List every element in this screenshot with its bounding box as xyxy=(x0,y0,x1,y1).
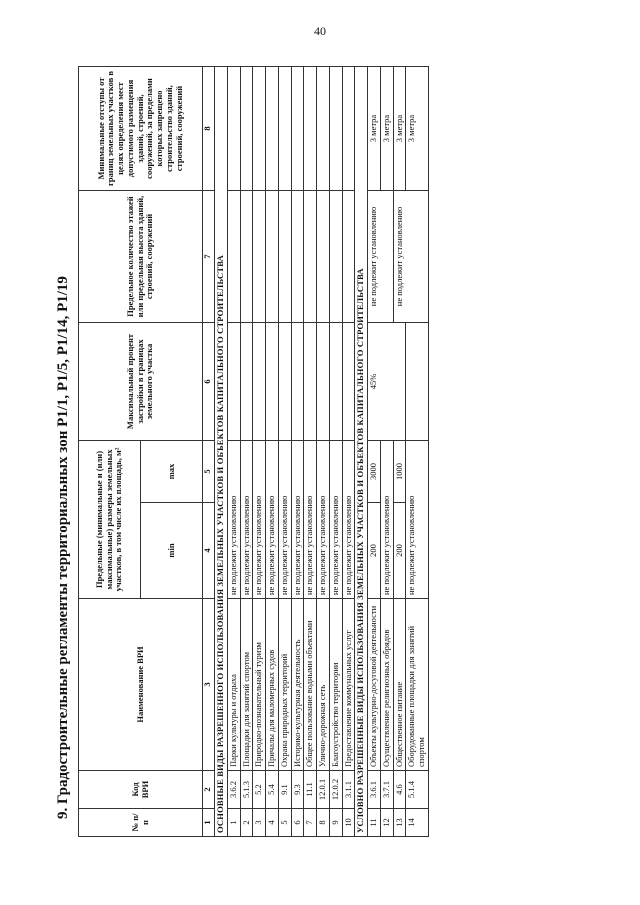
row-number: 5 xyxy=(278,809,291,837)
row-floors: не подлежит установлению xyxy=(393,191,428,323)
row-name: Природно-познавательный туризм xyxy=(253,599,266,771)
row-number: 2 xyxy=(240,809,253,837)
row-name: Площадки для занятий спортом xyxy=(240,599,253,771)
row-code: 9.3 xyxy=(291,771,304,809)
table-row xyxy=(393,67,406,837)
table-row xyxy=(304,67,317,837)
row-sizes: не подлежит установлению xyxy=(278,441,291,599)
document-title: 9. Градостроительные регламенты территориальных зон Р1/1, Р1/5, Р1/14, Р1/19 xyxy=(55,276,71,819)
table-row xyxy=(329,67,342,837)
header-name: Наименование ВРИ xyxy=(79,599,203,771)
table-row xyxy=(253,67,266,837)
row-code: 3.7.1 xyxy=(380,771,393,809)
row-sizes: не подлежит установлению xyxy=(266,441,279,599)
table-row xyxy=(291,67,304,837)
row-number: 12 xyxy=(380,809,393,837)
row-setback: 3 метра xyxy=(368,67,381,191)
row-number: 9 xyxy=(329,809,342,837)
row-number: 3 xyxy=(253,809,266,837)
row-code: 12.0.2 xyxy=(329,771,342,809)
row-max: 1000 xyxy=(393,441,406,503)
header-max: max xyxy=(141,441,203,503)
row-number: 11 xyxy=(368,809,381,837)
row-setback: 3 метра xyxy=(380,67,393,191)
row-name: Причалы для маломерных судов xyxy=(266,599,279,771)
row-name: Благоустройство территории xyxy=(329,599,342,771)
row-code: 3.6.2 xyxy=(227,771,240,809)
row-min: 200 xyxy=(393,503,406,599)
row-name: Охрана природных территорий xyxy=(278,599,291,771)
row-sizes: не подлежит установлению xyxy=(253,441,266,599)
row-sizes: не подлежит установлению xyxy=(317,441,330,599)
col-number: 2 xyxy=(203,771,215,809)
row-code: 3.6.1 xyxy=(368,771,381,809)
row-number: 13 xyxy=(393,809,406,837)
row-floors: не подлежит установлению xyxy=(368,191,394,323)
row-number: 8 xyxy=(317,809,330,837)
page-number: 40 xyxy=(314,24,326,38)
header-floors: Предельное количество этажей или предельная высота зданий, строений, сооружений xyxy=(79,191,203,323)
row-name: Улично-дорожная сеть xyxy=(317,599,330,771)
row-name: Предоставление коммунальных услуг xyxy=(342,599,355,771)
row-name: Общее пользование водными объектами xyxy=(304,599,317,771)
row-name: Объекты культурно-досуговой деятельности xyxy=(368,599,381,771)
table-row xyxy=(317,67,330,837)
row-code: 5.2 xyxy=(253,771,266,809)
rotated-sheet xyxy=(55,67,585,837)
row-name: Осуществление религиозных обрядов xyxy=(380,599,393,771)
header-code: Код ВРИ xyxy=(79,771,203,809)
row-number: 6 xyxy=(291,809,304,837)
table-row xyxy=(278,67,291,837)
row-code: 5.1.3 xyxy=(240,771,253,809)
header-percent: Максимальный процент застройки в границах земельного участка xyxy=(79,323,203,441)
row-number: 1 xyxy=(227,809,240,837)
table-row xyxy=(227,67,240,837)
col-number: 4 xyxy=(203,503,215,599)
header-sizes: Предельные (минимальные и (или) максимальные) размеры земельных участков, в том числе их площадь, м² xyxy=(79,441,141,599)
row-number: 10 xyxy=(342,809,355,837)
row-code: 9.1 xyxy=(278,771,291,809)
row-number: 14 xyxy=(406,809,429,837)
col-number: 8 xyxy=(203,67,215,191)
col-number: 3 xyxy=(203,599,215,771)
col-number: 5 xyxy=(203,441,215,503)
table-row xyxy=(240,67,253,837)
row-sizes: не подлежит установлению xyxy=(240,441,253,599)
table-row xyxy=(368,67,381,837)
row-max: 3000 xyxy=(368,441,381,503)
row-name: Оборудованные площадки для занятий спортом xyxy=(406,599,429,771)
row-setback: 3 метра xyxy=(406,67,429,191)
row-sizes: не подлежит установлению xyxy=(380,441,393,599)
section-conditional-heading: УСЛОВНО РАЗРЕШЕННЫЕ ВИДЫ ИСПОЛЬЗОВАНИЯ ЗЕМЕЛЬНЫХ УЧАСТКОВ И ОБЪЕКТОВ КАПИТАЛЬНОГО СТРОИТЕЛЬСТВА xyxy=(355,67,368,837)
row-sizes: не подлежит установлению xyxy=(291,441,304,599)
row-setback: 3 метра xyxy=(393,67,406,191)
header-no: № п/п xyxy=(79,809,203,837)
regulations-table xyxy=(78,66,429,837)
row-code: 4.6 xyxy=(393,771,406,809)
row-code: 5.4 xyxy=(266,771,279,809)
header-min: min xyxy=(141,503,203,599)
col-number: 1 xyxy=(203,809,215,837)
row-name: Парки культуры и отдыха xyxy=(227,599,240,771)
table-row xyxy=(266,67,279,837)
col-number: 7 xyxy=(203,191,215,323)
row-code: 11.1 xyxy=(304,771,317,809)
row-number: 4 xyxy=(266,809,279,837)
row-code: 12.0.1 xyxy=(317,771,330,809)
row-sizes: не подлежит установлению xyxy=(329,441,342,599)
header-setback: Минимальные отступы от границ земельных участков в целях определения мест допустимого размещения зданий, строений, сооружений, за пределами которых запрещено строительство зданий, строений, сооружений xyxy=(79,67,203,191)
table-row xyxy=(342,67,355,837)
row-number: 7 xyxy=(304,809,317,837)
row-min: 200 xyxy=(368,503,381,599)
row-sizes: не подлежит установлению xyxy=(304,441,317,599)
section-main-heading: ОСНОВНЫЕ ВИДЫ РАЗРЕШЕННОГО ИСПОЛЬЗОВАНИЯ ЗЕМЕЛЬНЫХ УЧАСТКОВ И ОБЪЕКТОВ КАПИТАЛЬНОГО СТРОИТЕЛЬСТВА xyxy=(215,67,228,837)
table-row xyxy=(380,67,393,837)
row-code: 5.1.4 xyxy=(406,771,429,809)
row-name: Общественное питание xyxy=(393,599,406,771)
col-number: 6 xyxy=(203,323,215,441)
row-sizes: не подлежит установлению xyxy=(227,441,240,599)
row-code: 3.1.1 xyxy=(342,771,355,809)
row-sizes: не подлежит установлению xyxy=(342,441,355,599)
row-sizes: не подлежит установлению xyxy=(406,441,429,599)
row-percent: 45% xyxy=(368,323,406,441)
row-name: Историко-культурная деятельность xyxy=(291,599,304,771)
table-row xyxy=(406,67,429,837)
